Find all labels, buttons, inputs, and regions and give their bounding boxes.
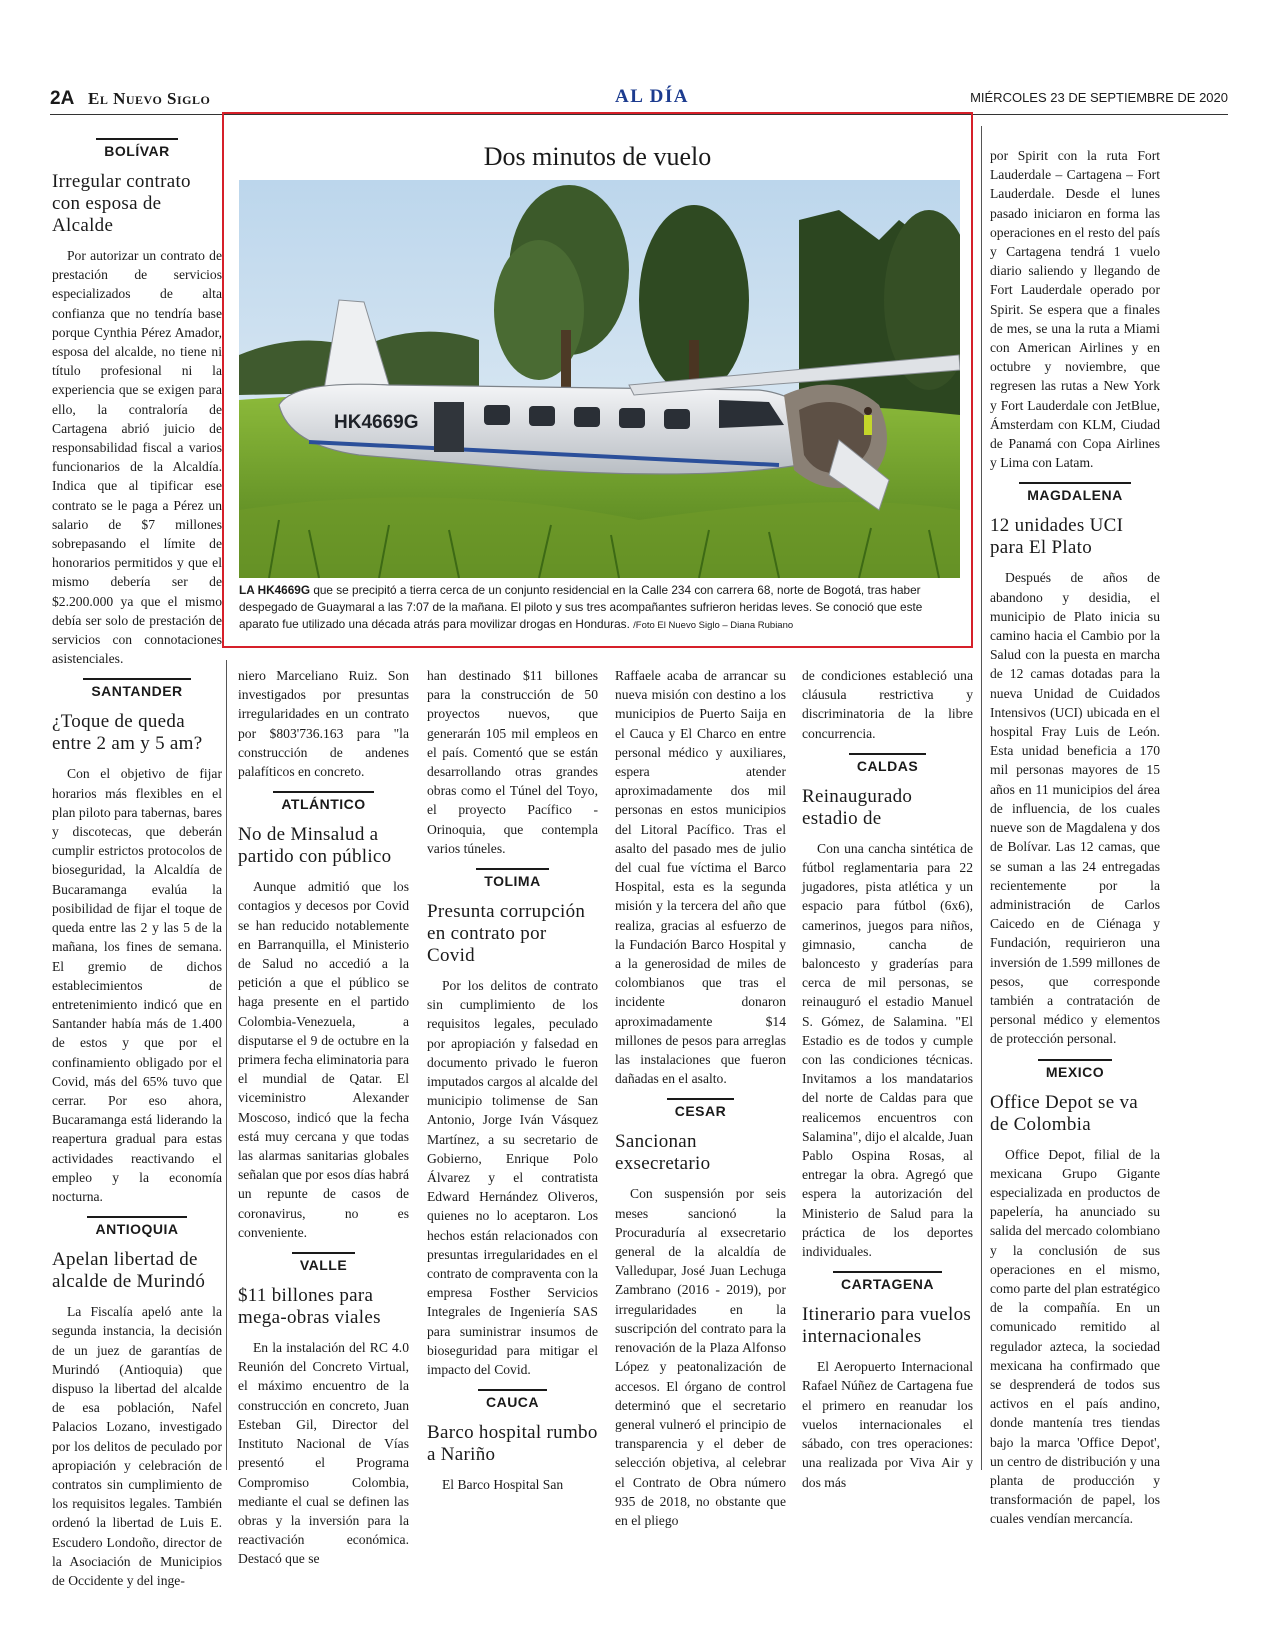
section-title: AL DÍA <box>615 86 689 107</box>
article-body-cauca: El Barco Hospital San <box>442 1477 564 1493</box>
photo-caption <box>239 582 960 634</box>
rubric-santander: SANTANDER <box>83 678 190 699</box>
column-5 <box>802 666 973 1492</box>
article-body-atlantico: Aunque admitió que los contagios y decesos por Covid se han reducido notablemente en Barranquilla, el Ministerio de Salud no accedió a la petición a que el público se haga presente en el partido Colombia-Venezuela, a disputarse el 9 de octubre en la primera fecha eliminatoria para el mundial de Qatar. El viceministro Alexander Moscoso, indicó que la fecha está muy cercana y que todas las alarmas sanitarias globales señalan que por esos días habrá un repunte de casos de coronavirus, no es conveniente. <box>238 879 409 1240</box>
column-rule <box>981 126 982 1470</box>
article-body-valle: En la instalación del RC 4.0 Reunión del Concreto Virtual, el máximo encuentro de la construcción en concreto, Juan Esteban Gil, Director del Instituto Nacional de Vías presentó el Programa Compromiso Colombia, mediante el cual se definen las obras y la inversión para la reactivación económica. Destacó que se <box>238 1340 409 1567</box>
article-body-mexico: Office Depot, filial de la mexicana Grupo Gigante especializada en productos de papelería, ha anunciado su salida del mercado colombiano y la conclusión de sus operaciones en el mismo, como parte del plan estratégico de la compañía. En un comunicado remitido al regulador azteca, la sociedad mexicana ha confirmado que se desprenderá de todos sus activos en el país andino, donde mantenía tres tiendas bajo la marca 'Office Depot', un centro de distribución y una planta de producción y transformación de papel, los cuales vendían mercancía. <box>990 1146 1160 1527</box>
page-number: 2A <box>50 88 75 109</box>
column-4 <box>615 666 786 1530</box>
headline-santander: ¿Toque de queda entre 2 am y 5 am? <box>52 711 203 755</box>
article-body-tolima: Por los delitos de contrato sin cumplimiento de los requisitos legales, peculado por apropiación y falsedad en documento privado le fueron imputados cargos al alcalde del municipio tolimense de San Antonio, Jorge Iván Vásquez Martínez, a su secretario de Gobierno, Enrique Polo Álvarez y el contratista Edward Hernández Oliveros, quienes no lo aceptaron. Los hechos están relacionados con presuntas irregularidades en el contrato de compraventa con la empresa Fosther Servicios Integrales de Ingeniería SAS para suministrar insumos de bioseguridad para mitigar el impacto del Covid. <box>427 978 598 1378</box>
article-continuation-cauca: Raffaele acaba de arrancar su nueva misión con destino a los municipios de Puerto Saija en el Cauca y El Charco en entre personal médico y auxiliares, espera atender aproximadamente dos mil personas en estos municipios del Litoral Pacífico. Tras el asalto del pasado mes de julio del cual fue víctima el Barco Hospital, esta es la segunda misión y la tercera del año que realiza, gracias al esfuerzo de la Fundación Barco Hospital y a la generosidad de miles de colombianos que tras el incidente donaron aproximadamente $14 millones de pesos para arreglas las instalaciones que fueron dañadas en el asalto. <box>615 668 786 1087</box>
rubric-magdalena: MAGDALENA <box>1019 482 1131 503</box>
column-1 <box>52 126 222 1590</box>
headline-tolima: Presunta corrupción en contrato por Covid <box>427 901 586 967</box>
article-continuation-valle: han destinado $11 billones para la construcción de 50 proyectos nuevos, que generarán 105 mil empleos en el país. Comentó que se están desarrollando otras grandes obras como el Túnel del Toyo, el proyecto Pacífico - Orinoquia, que contempla varios túneles. <box>427 668 598 856</box>
rubric-atlantico: ATLÁNTICO <box>273 791 373 812</box>
masthead <box>50 86 1228 115</box>
column-2 <box>238 666 409 1569</box>
plane-registration: HK4669G <box>334 412 419 433</box>
featured-photo-box <box>222 112 973 648</box>
article-continuation-cartagena: por Spirit con la ruta Fort Lauderdale – Cartagena – Fort Lauderdale. Desde el lunes pasado iniciaron en forma las operaciones en el resto del país y Cartagena tendrá 1 vuelo diario saliendo y llegando de Fort Lauderdale operado por Spirit. Se espera que a finales de mes, se una la ruta a Miami con American Airlines y en octubre y noviembre, que regresen las rutas a New York y Fort Lauderdale con JetBlue, Ámsterdam con KLM, Ciudad de Panamá con Copa Airlines y Lima con Latam. <box>990 148 1160 471</box>
article-continuation-antioquia: niero Marceliano Ruiz. Son investigados por presuntas irregularidades en un contrato por $803'736.163 para "la construcción de andenes palafíticos en concreto. <box>238 668 409 780</box>
photo-credit: /Foto El Nuevo Siglo – Diana Rubiano <box>633 620 794 631</box>
rubric-bolivar: BOLÍVAR <box>96 138 177 159</box>
headline-bolivar: Irregular contrato con esposa de Alcalde <box>52 171 191 236</box>
article-continuation-cesar: de condiciones estableció una cláusula restrictiva y discriminatoria de la libre concurrencia. <box>802 668 973 741</box>
rubric-mexico: MEXICO <box>1038 1059 1112 1080</box>
headline-caldas: Reinaugurado estadio de <box>802 785 913 829</box>
column-6 <box>990 146 1160 1529</box>
rubric-cartagena: CARTAGENA <box>833 1271 942 1292</box>
article-body-santander: Con el objetivo de fijar horarios más flexibles en el plan piloto para tabernas, bares y discotecas, que deberán cumplir estrictos protocolos de bioseguridad, la Alcaldía de Bucaramanga evalúa la posibilidad de fijar el toque de queda entre las 2 y las 5 de la mañana, los fines de semana. El gremio de dichos establecimientos de entretenimiento indicó que en Santander había más de 1.400 de estos y que por el confinamiento obligado por el Covid, más del 65% tuvo que cerrar. Por eso ahora, Bucaramanga está liderando la reapertura gradual para estas actividades reactivando el empleo y la economía nocturna. <box>52 766 222 1204</box>
article-body-magdalena: Después de años de abandono y desidia, el municipio de Plato inicia su camino hacia el Cambio por la Salud con la puesta en marcha de 12 camas dotadas para la nueva Unidad de Cuidados Intensivos (UCI) ubicada en el hospital Fray Luis de León. Esta unidad beneficia a 170 mil personas mayores de 15 años en 11 municipios del área de influencia, de los cuales nueve son de Magdalena y dos de Bolívar. Las 12 camas, que se suman a las 24 entregadas recientemente por la administración de Carlos Caicedo en de Ciénaga y Fundación, requirieron una inversión de 1.599 millones de pesos, que corresponde también a contratación de personal médico y elementos de protección personal. <box>990 570 1160 1047</box>
column-3 <box>427 666 598 1495</box>
headline-cauca: Barco hospital rumbo a Nariño <box>427 1422 598 1466</box>
headline-valle: $11 billones para mega-obras viales <box>238 1285 381 1329</box>
headline-mexico: Office Depot se va de Colombia <box>990 1091 1139 1135</box>
publication-date: MIÉRCOLES 23 DE SEPTIEMBRE DE 2020 <box>970 90 1228 105</box>
headline-cartagena: Itinerario para vuelos internacionales <box>802 1304 972 1348</box>
photo-title: Dos minutos de vuelo <box>483 142 712 171</box>
article-body-bolivar: Por autorizar un contrato de prestación de servicios especializados de alta confianza que no tendría base porque Cynthia Pérez Amador, esposa del alcalde, no tiene ni título profesional ni la experiencia que se exigen para ello, la contraloría de Cartagena abrió juicio de responsabilidad fiscal a varios funcionarios de la Alcaldía. Indica que al tipificar ese contrato se le paga a Pérez un salario de $7 millones sobrepasando el límite de honorarios permitidos y que el mismo debería ser de $2.200.000 ya que el mismo debía ser solo de prestación de servicios con connotaciones asistenciales. <box>52 248 222 667</box>
rubric-antioquia: ANTIOQUIA <box>87 1216 186 1237</box>
headline-atlantico: No de Minsalud a partido con público <box>238 824 392 868</box>
headline-cesar: Sancionan exsecretario <box>615 1131 711 1175</box>
article-body-caldas: Con una cancha sintética de fútbol reglamentaria para 22 jugadores, pista atlética y un espacio para fútbol (6x6), camerinos, juegos para niños, gimnasio, cancha de baloncesto y graderías para cerca de mil personas, se reinauguró el estadio Manuel S. Gómez, de Salamina. "El Estadio es de todos y cumple con las condiciones técnicas. Invitamos a los mandatarios del norte de Caldas para que realicemos encuentros con Salamina", dijo el alcalde, Juan Pablo Ospina Rosas, al entregar la obra. Agregó que espera la autorización del Ministerio de Salud para la práctica de los deportes individuales. <box>802 840 973 1260</box>
article-body-cesar: Con suspensión por seis meses sancionó la Procuraduría al exsecretario general de la alcaldía de Valledupar, José Juan Lechuga Zambrano (2016 - 2019), por irregularidades en la suscripción del contrato para la renovación de la Plaza Alfonso López y peatonalización de accesos. El órgano de control determinó que el secretario general vulneró el principio de transparencia y el deber de selección objetiva, al celebrar el Contrato de Obra número 935 de 2018, no obstante que en el pliego <box>615 1186 786 1528</box>
newspaper-name: El Nuevo Siglo <box>88 89 211 108</box>
caption-lead: LA HK4669G <box>239 583 311 597</box>
headline-antioquia: Apelan libertad de alcalde de Murindó <box>52 1249 206 1293</box>
rubric-tolima: TOLIMA <box>476 868 548 889</box>
article-body-antioquia: La Fiscalía apeló ante la segunda instancia, la decisión de un juez de garantías de Murindó (Antioquia) que dispuso la libertad del alcalde de esa población, Nafel Palacios Lozano, investigado por los delitos de peculado por apropiación y celebración de contratos sin cumplimiento de los requisitos legales. También ordenó la libertad de Luis E. Escudero Londoño, director de la Asociación de Municipios de Occidente y del inge- <box>52 1304 222 1588</box>
headline-magdalena: 12 unidades UCI para El Plato <box>990 515 1124 559</box>
article-body-cartagena: El Aeropuerto Internacional Rafael Núñez de Cartagena fue el primero en reanudar los vuelos internacionales el sábado, con tres operaciones: una realizada por Viva Air y dos más <box>802 1359 973 1490</box>
rubric-caldas: CALDAS <box>849 753 926 774</box>
rubric-cesar: CESAR <box>667 1098 735 1119</box>
rubric-valle: VALLE <box>292 1252 355 1273</box>
caption-text: que se precipitó a tierra cerca de un conjunto residencial en la Calle 234 con carrera 68, norte de Bogotá, tras haber despegado de Guaymaral a las 7:07 de la mañana. El piloto y sus tres acompañantes sufrieron heridas leves. Se conoció que este aparato fue utilizado una década atrás para movilizar drogas en Honduras. <box>239 583 923 631</box>
column-rule <box>226 660 227 1470</box>
rubric-cauca: CAUCA <box>478 1389 547 1410</box>
plane-crash-photo <box>239 180 960 578</box>
